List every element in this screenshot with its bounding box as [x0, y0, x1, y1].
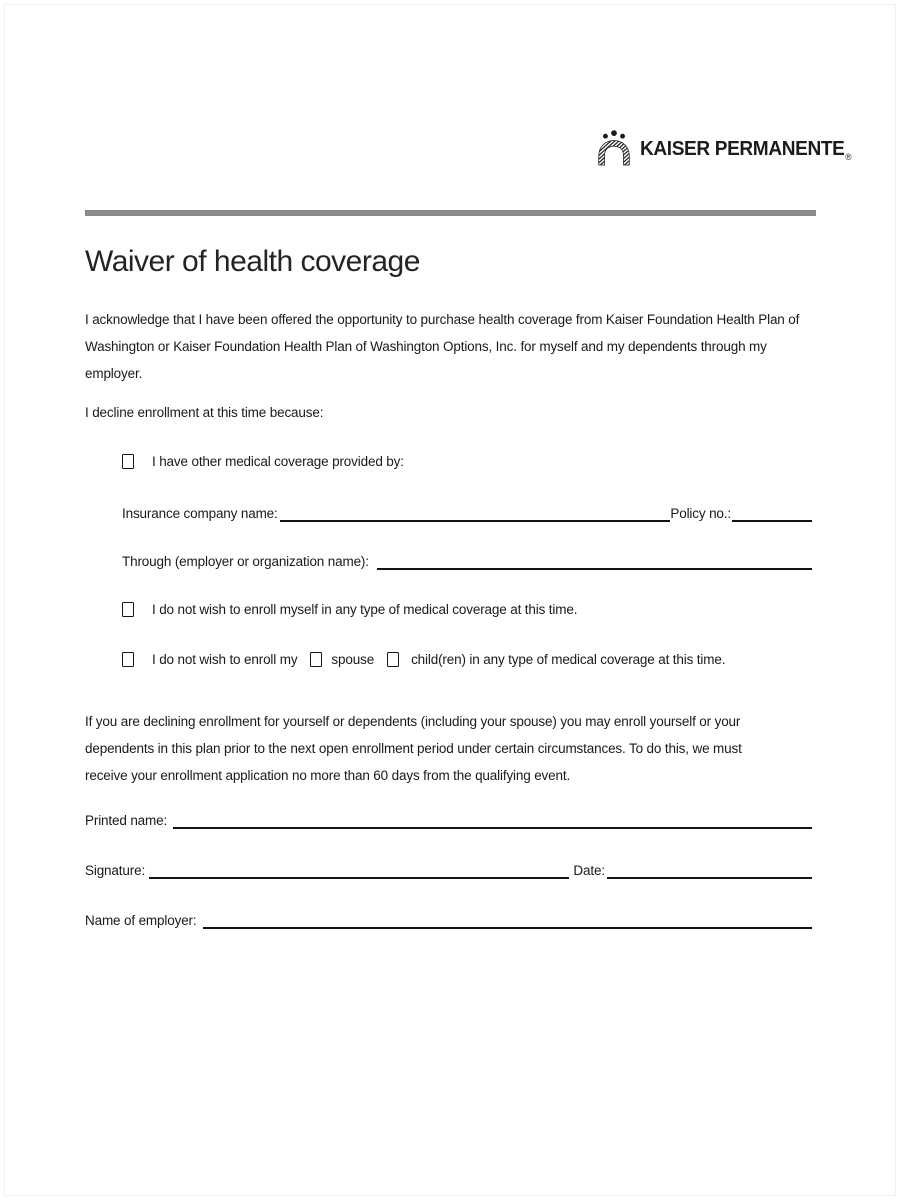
insurance-policy-row — [122, 503, 812, 522]
spouse-label: spouse — [331, 651, 375, 667]
intro-line: Washington or Kaiser Foundation Health Plan of Washington Options, Inc. for myself and my dependents through my employer. — [85, 339, 767, 381]
children-label: child(ren) in any type of medical coverage at this time. — [411, 651, 726, 667]
option-no-enroll-self-row — [122, 600, 577, 618]
policy-no-input-line[interactable] — [732, 505, 812, 522]
divider — [85, 210, 816, 216]
children-checkbox[interactable] — [387, 652, 399, 667]
signature-label: Signature: — [85, 863, 146, 878]
other-coverage-checkbox[interactable] — [122, 454, 134, 469]
signature-input-line[interactable] — [149, 862, 569, 879]
through-label: Through (employer or organization name): — [122, 554, 369, 569]
through-input-line[interactable] — [377, 553, 812, 570]
no-enroll-family-checkbox[interactable] — [122, 652, 134, 667]
notice-paragraph — [85, 708, 825, 789]
employer-row — [85, 910, 812, 929]
insurance-company-label: Insurance company name: — [122, 506, 278, 521]
printed-name-row — [85, 810, 812, 829]
other-coverage-label: I have other medical coverage provided by: — [152, 453, 404, 469]
decline-prompt: I decline enrollment at this time because: — [85, 405, 324, 420]
spouse-checkbox[interactable] — [310, 652, 322, 667]
no-enroll-self-label: I do not wish to enroll myself in any type of medical coverage at this time. — [152, 601, 578, 617]
signature-date-row — [85, 860, 812, 879]
notice-line: receive your enrollment application no more than 60 days from the qualifying event. — [85, 768, 571, 783]
employer-input-line[interactable] — [203, 912, 813, 929]
through-row — [122, 551, 812, 570]
kaiser-permanente-logo — [596, 129, 866, 169]
option-no-enroll-family-row — [122, 650, 725, 668]
date-label: Date: — [573, 863, 605, 878]
intro-line: I acknowledge that I have been offered the opportunity to purchase health coverage from Kaiser Foundation Health Plan of — [85, 312, 800, 327]
insurance-company-input-line[interactable] — [280, 505, 671, 522]
date-input-line[interactable] — [607, 862, 812, 879]
kaiser-permanente-figures-icon — [596, 127, 632, 172]
no-enroll-self-checkbox[interactable] — [122, 602, 134, 617]
no-enroll-family-prefix-label: I do not wish to enroll my — [152, 651, 298, 667]
printed-name-label: Printed name: — [85, 813, 168, 828]
brand-wordmark: KAISER $PERMANENTE_®$ — [640, 137, 852, 162]
policy-no-label: Policy no.: — [670, 506, 731, 521]
printed-name-input-line[interactable] — [173, 812, 812, 829]
registered-trademark: ® — [845, 152, 852, 162]
employer-label: Name of employer: — [85, 913, 197, 928]
notice-line: If you are declining enrollment for yourself or dependents (including your spouse) you may enroll yourself or your — [85, 714, 741, 729]
intro-paragraph — [85, 306, 825, 387]
notice-line: dependents in this plan prior to the next open enrollment period under certain circumstances. To do this, we must — [85, 741, 742, 756]
option-other-coverage-row — [122, 452, 404, 470]
page-title: Waiver of health coverage — [85, 245, 420, 278]
